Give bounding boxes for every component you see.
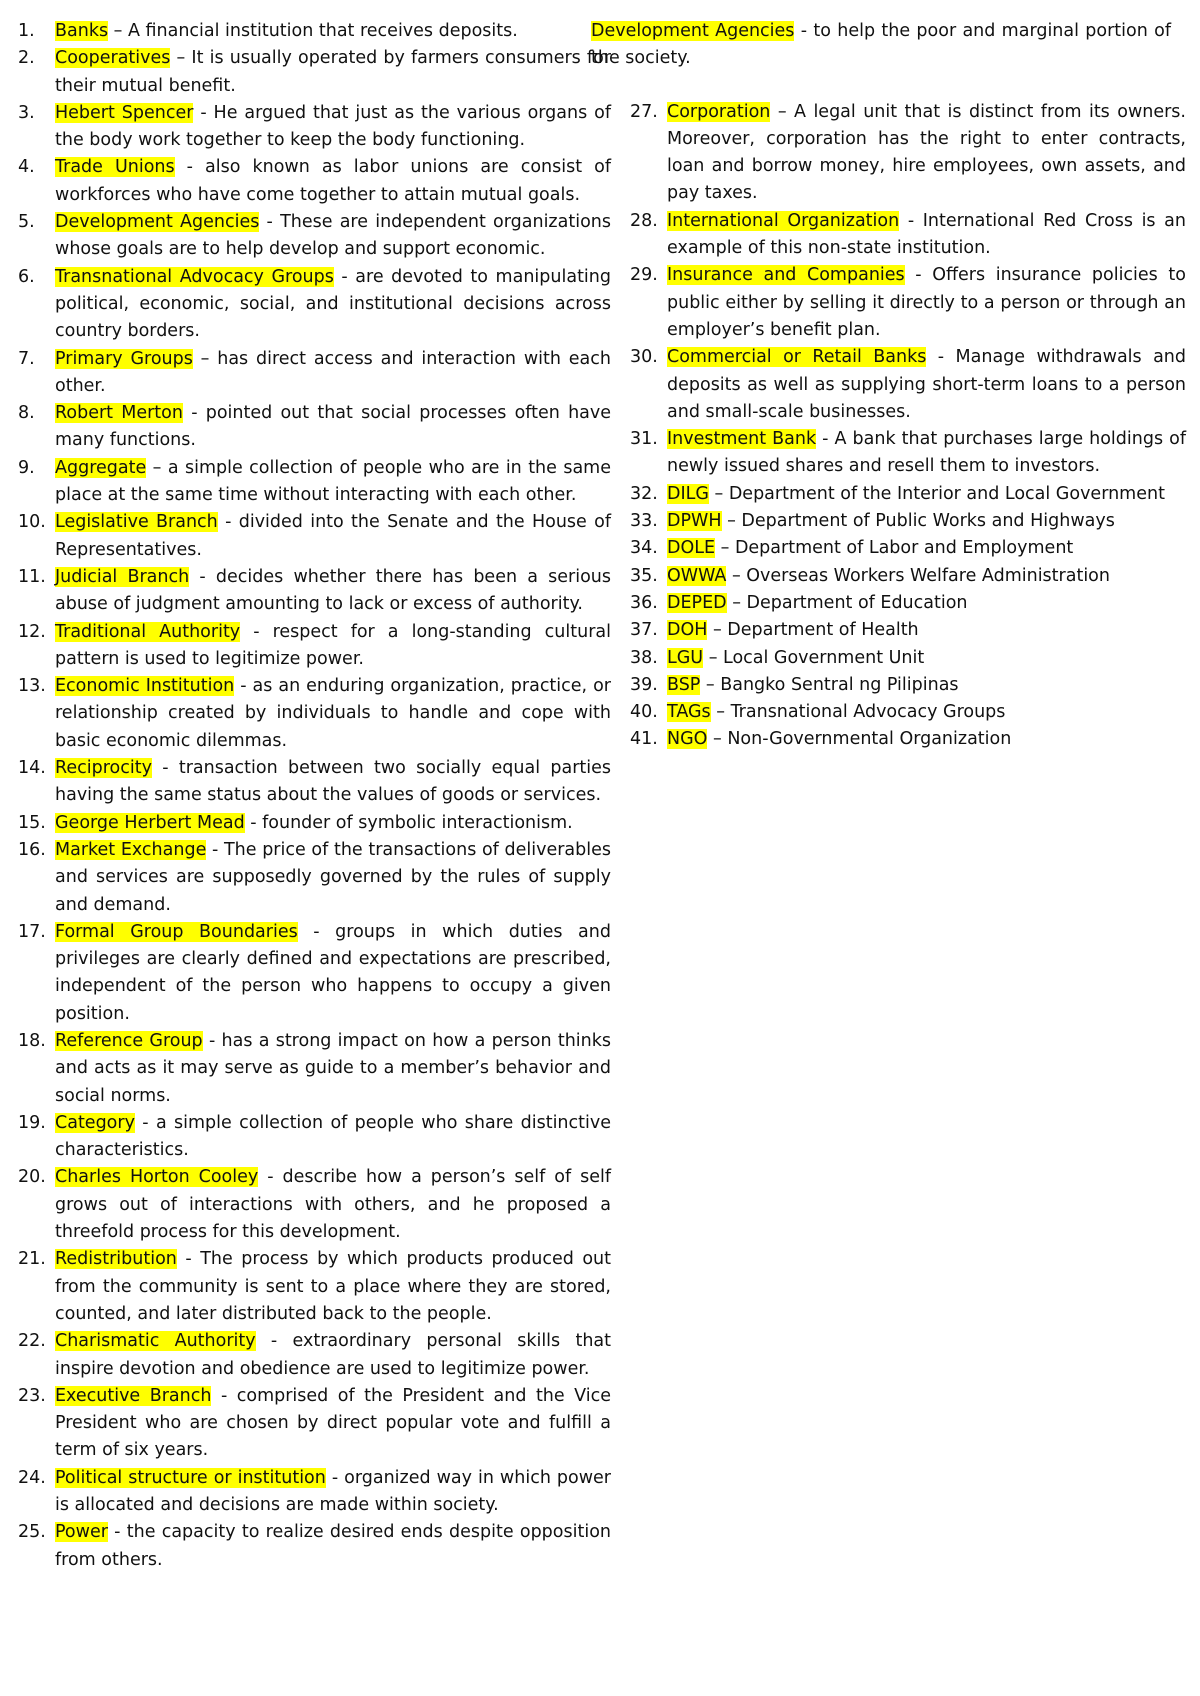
item-number: 15. [18, 812, 46, 833]
left-column [18, 18, 611, 1574]
item-entry [55, 1519, 611, 1574]
list-item [630, 617, 1186, 644]
item-entry [667, 590, 1186, 617]
list-item [18, 18, 611, 45]
item-number: 36. [630, 592, 658, 613]
item-entry [667, 699, 1186, 726]
item-number: 12. [18, 621, 46, 642]
item-definition: – Department of Labor and Employment [715, 538, 1074, 559]
item-entry [667, 535, 1186, 562]
item-entry [55, 673, 611, 755]
item-definition: - the capacity to realize desired ends despite opposition from others. [55, 1522, 611, 1570]
item-number: 41. [630, 729, 658, 750]
item-definition: – A financial institution that receives deposits. [108, 21, 518, 41]
list-item [18, 100, 611, 155]
item-definition: - organized way in which power is allocated and decisions are made within society. [55, 1467, 611, 1516]
list-item [630, 208, 1186, 263]
list-item [630, 590, 1186, 617]
item-entry [55, 209, 611, 264]
item-number: 11. [18, 566, 46, 587]
list-item [630, 344, 1186, 426]
item-definition: - as an enduring organization, practice, or relationship created by individuals to handle and cope with basic economic dilemmas. [55, 676, 611, 751]
item-term: International Organization [667, 210, 900, 231]
list-item [18, 919, 611, 1028]
item-term: Charles Horton Cooley [55, 1167, 259, 1188]
item-definition: - The process by which products produced out from the community is sent to a place where they are stored, counted, and later distributed back to the people. [55, 1249, 611, 1324]
item-number: 20. [18, 1167, 46, 1188]
item-definition: - also known as labor unions are consist of workforces who have come together to attain mutual goals. [55, 157, 611, 205]
item-number: 23. [18, 1385, 46, 1406]
item-term: Power [55, 1522, 108, 1543]
item-number: 37. [630, 620, 658, 641]
item-entry [55, 45, 611, 100]
item-term: Investment Bank [667, 429, 817, 450]
item-definition: – Department of Public Works and Highways [721, 511, 1115, 532]
item-term: Reference Group [55, 1030, 203, 1051]
item-term: Banks [55, 21, 109, 41]
item-number: 14. [18, 758, 46, 779]
item-term: Development Agencies [55, 212, 260, 233]
list-item [18, 810, 611, 837]
list-item [18, 1028, 611, 1110]
item-definition: – Transnational Advocacy Groups [710, 702, 1006, 723]
item-definition: – Department of Education [726, 592, 968, 613]
list-item [18, 673, 611, 755]
list-item [630, 481, 1186, 508]
item-definition: – Non-Governmental Organization [707, 729, 1012, 750]
list-item [18, 154, 611, 209]
item-entry [55, 154, 611, 209]
item-entry [55, 619, 611, 674]
item-number: 10. [18, 512, 46, 533]
item-entry [667, 481, 1186, 508]
item-definition: – Department of Health [707, 620, 919, 641]
list-item [630, 672, 1186, 699]
item-definition: - transaction between two socially equal parties having the same status about the values of goods or services. [55, 758, 611, 806]
item-entry [55, 18, 611, 45]
item-entry [55, 919, 611, 1028]
list-item [18, 1328, 611, 1383]
item-entry [667, 99, 1186, 208]
list-item [18, 619, 611, 674]
item-entry [55, 1328, 611, 1383]
item-term: NGO [667, 729, 708, 750]
item-entry [55, 837, 611, 919]
item-entry [55, 100, 611, 155]
item-term: Aggregate [55, 457, 147, 478]
item-term: DILG [667, 483, 709, 504]
list-item [630, 99, 1186, 208]
item-entry [55, 1246, 611, 1328]
item-number: 7. [18, 348, 35, 369]
item-entry [667, 262, 1186, 344]
item-term: Hebert Spencer [55, 102, 194, 123]
item-number: 13. [18, 676, 46, 697]
item-entry [667, 344, 1186, 426]
list-item [18, 1246, 611, 1328]
item-number: 18. [18, 1030, 46, 1051]
item-term: Judicial Branch [55, 566, 190, 587]
item-definition: - A bank that purchases large holdings of newly issued shares and resell them to investors. [667, 429, 1186, 477]
item-number: 3. [18, 102, 35, 123]
list-item [18, 400, 611, 455]
item-definition: - has a strong impact on how a person thinks and acts as it may serve as guide to a member’s behavior and social norms. [55, 1030, 611, 1106]
item-definition: - Manage withdrawals and deposits as well as supplying short-term loans to a person and small-scale businesses. [667, 347, 1186, 422]
list-item [18, 1465, 611, 1520]
item-entry [667, 426, 1186, 481]
item-definition: - founder of symbolic interactionism. [244, 812, 573, 833]
item-number: 40. [630, 702, 658, 723]
list-item [18, 346, 611, 401]
item-term: DOH [667, 620, 708, 641]
list-item [18, 564, 611, 619]
item-entry [55, 1383, 611, 1465]
item-term: BSP [667, 674, 701, 695]
item-entry [55, 1028, 611, 1110]
list-item [630, 699, 1186, 726]
item-number: 19. [18, 1112, 46, 1133]
item-definition: – Local Government Unit [703, 647, 925, 668]
list-item [18, 1519, 611, 1574]
item-definition: - Offers insurance policies to public either by selling it directly to a person or through an employer’s benefit plan. [667, 265, 1186, 340]
item-entry [667, 726, 1186, 753]
list-item [630, 508, 1186, 535]
item-entry [55, 1110, 611, 1165]
item-term: DEPED [667, 592, 727, 613]
list-item [18, 755, 611, 810]
item-definition: – Overseas Workers Welfare Administration [726, 565, 1110, 586]
item-number: 33. [630, 511, 658, 532]
list-item [630, 645, 1186, 672]
item-number: 25. [18, 1522, 46, 1543]
item-definition: – has direct access and interaction with each other. [55, 348, 611, 396]
right-column [630, 18, 1186, 754]
list-item [18, 264, 611, 346]
item-term: Economic Institution [55, 676, 235, 697]
list-item [18, 1110, 611, 1165]
item-term: Trade Unions [55, 157, 175, 178]
item-definition: - The price of the transactions of deliverables and services are supposedly governed by the rules of supply and demand. [55, 839, 612, 915]
item-entry [55, 564, 611, 619]
item-term: Commercial or Retail Banks [667, 347, 927, 368]
list-item [18, 1383, 611, 1465]
list-item [18, 209, 611, 264]
item-term: Insurance and Companies [667, 265, 905, 286]
item-number: 39. [630, 674, 658, 695]
item-definition: - respect for a long-standing cultural pattern is used to legitimize power. [55, 621, 611, 669]
list-item [630, 262, 1186, 344]
item-definition: - He argued that just as the various organs of the body work together to keep the body functioning. [55, 102, 611, 151]
item-number: 6. [18, 266, 35, 287]
item-definition: – a simple collection of people who are in the same place at the same time without interacting with each other. [55, 457, 611, 506]
item-definition: – Department of the Interior and Local Government [708, 483, 1165, 504]
item-number: 29. [630, 265, 658, 286]
item-entry [55, 509, 611, 564]
item-entry [667, 672, 1186, 699]
item-entry [55, 346, 611, 401]
item-term: Corporation [667, 101, 771, 122]
item-number: 9. [18, 457, 35, 478]
item-number: 27. [630, 101, 658, 122]
item-term: Cooperatives [55, 48, 171, 69]
item-number: 24. [18, 1467, 46, 1488]
item-entry [667, 508, 1186, 535]
item-entry [55, 1164, 611, 1246]
item-number: 22. [18, 1331, 46, 1352]
list-item [630, 535, 1186, 562]
item-term: Formal Group Boundaries [55, 921, 298, 942]
item-number: 2. [18, 48, 35, 69]
item-number: 31. [630, 429, 658, 450]
list-item [630, 726, 1186, 753]
top-note-term: Development Agencies [591, 21, 795, 41]
list-item [18, 837, 611, 919]
item-entry [55, 810, 611, 837]
item-definition: - comprised of the President and the Vice President who are chosen by direct popular vote and fulfill a term of six years. [55, 1385, 611, 1461]
item-definition: – It is usually operated by farmers consumers for their mutual benefit. [55, 48, 611, 96]
item-number: 16. [18, 839, 46, 860]
item-number: 28. [630, 210, 658, 231]
item-term: Robert Merton [55, 403, 183, 424]
item-number: 32. [630, 483, 658, 504]
item-number: 30. [630, 347, 658, 368]
item-entry [55, 264, 611, 346]
item-term: Executive Branch [55, 1385, 212, 1406]
top-note-text: - to help the poor and marginal portion of the society. [591, 21, 1172, 69]
item-number: 4. [18, 157, 35, 178]
item-definition: - describe how a person’s self of self grows out of interactions with others, and he proposed a threefold process for this development. [55, 1167, 611, 1243]
item-entry [55, 755, 611, 810]
item-entry [667, 617, 1186, 644]
item-definition: – A legal unit that is distinct from its owners. Moreover, corporation has the right to enter contracts, loan and borrow money, hire employees, own assets, and pay taxes. [667, 101, 1186, 204]
item-term: TAGs [667, 702, 711, 723]
item-term: Charismatic Authority [55, 1331, 256, 1352]
item-definition: - a simple collection of people who share distinctive characteristics. [55, 1112, 611, 1161]
item-entry [55, 455, 611, 510]
item-term: Category [55, 1112, 135, 1133]
item-term: Transnational Advocacy Groups [55, 266, 334, 287]
item-definition: - These are independent organizations whose goals are to help develop and support economic. [55, 212, 611, 260]
item-term: Political structure or institution [55, 1467, 326, 1488]
item-term: Redistribution [55, 1249, 177, 1270]
item-term: OWWA [667, 565, 727, 586]
left-definition-list [18, 18, 611, 1574]
item-number: 21. [18, 1249, 46, 1270]
item-number: 8. [18, 403, 35, 424]
item-definition: – Bangko Sentral ng Pilipinas [700, 674, 959, 695]
item-definition: - are devoted to manipulating political, economic, social, and institutional decisions across country borders. [55, 266, 611, 342]
item-entry [55, 400, 611, 455]
list-item [630, 426, 1186, 481]
list-item [18, 1164, 611, 1246]
item-term: George Herbert Mead [55, 812, 245, 833]
item-definition: - International Red Cross is an example of this non-state institution. [667, 210, 1186, 259]
item-number: 17. [18, 921, 46, 942]
list-item [18, 455, 611, 510]
item-definition: - pointed out that social processes often have many functions. [55, 403, 612, 451]
item-term: Traditional Authority [55, 621, 241, 642]
item-entry [667, 208, 1186, 263]
item-term: DOLE [667, 538, 716, 559]
item-number: 5. [18, 212, 35, 233]
right-definition-list [630, 99, 1186, 754]
item-definition: - groups in which duties and privileges are clearly defined and expectations are prescribed, independent of the person who happens to occupy a given position. [55, 921, 611, 1024]
list-item [18, 45, 611, 100]
item-definition: - extraordinary personal skills that inspire devotion and obedience are used to legitimize power. [55, 1331, 611, 1379]
item-term: Market Exchange [55, 839, 207, 860]
item-entry [667, 563, 1186, 590]
item-entry [667, 645, 1186, 672]
item-number: 35. [630, 565, 658, 586]
item-term: DPWH [667, 511, 722, 532]
item-term: LGU [667, 647, 704, 668]
item-term: Primary Groups [55, 348, 193, 369]
list-item [630, 563, 1186, 590]
item-entry [55, 1465, 611, 1520]
item-number: 34. [630, 538, 658, 559]
list-item [18, 509, 611, 564]
item-definition: - decides whether there has been a serious abuse of judgment amounting to lack or excess of authority. [55, 566, 611, 615]
item-definition: - divided into the Senate and the House of Representatives. [55, 512, 611, 560]
item-term: Legislative Branch [55, 512, 218, 533]
item-term: Reciprocity [55, 758, 152, 779]
item-number: 38. [630, 647, 658, 668]
item-number: 1. [18, 21, 35, 41]
